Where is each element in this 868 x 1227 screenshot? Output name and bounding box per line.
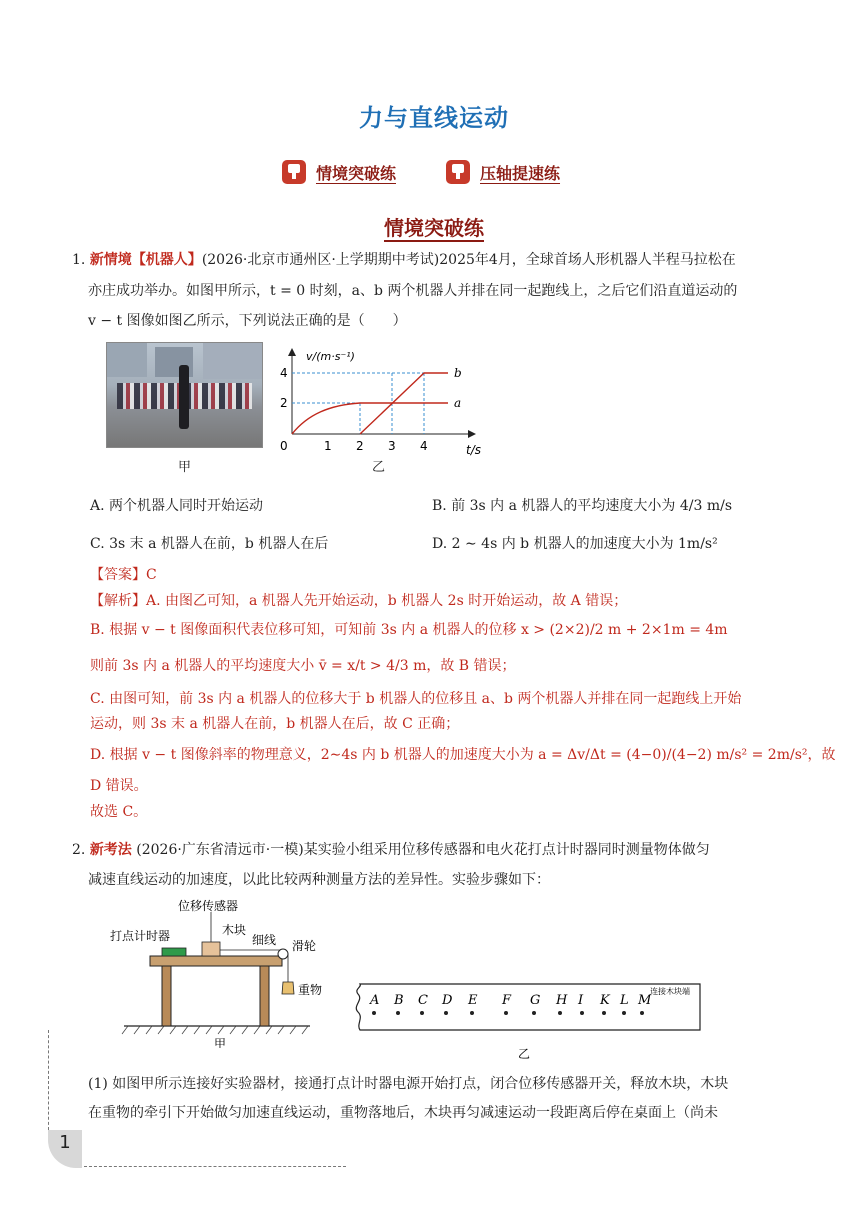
tape-end-note: 连接木块端 xyxy=(650,987,690,996)
tape-dot xyxy=(580,1011,584,1015)
analysis-line: 【解析】A. 由图乙可知，a 机器人先开始运动，b 机器人 2s 时开始运动，故 A 错误； xyxy=(90,593,628,609)
tape-letter-I: I xyxy=(578,993,584,1008)
figure-yi-caption: 乙 xyxy=(518,1047,531,1061)
figure-jia-caption: 甲 xyxy=(214,1037,227,1048)
tape-letter-K: K xyxy=(600,993,610,1008)
tape-letter-G: G xyxy=(530,993,541,1008)
tape-dot xyxy=(602,1011,606,1015)
analysis-line: B. 根据 v − t 图像面积代表位移可知，可知前 3s 内 a 机器人的位移 x > (2×2)/2 m + 2×1m = 4m xyxy=(90,622,728,638)
tape-dot xyxy=(504,1011,508,1015)
hanging-weight xyxy=(282,982,294,994)
y-axis-label: v/(m·s⁻¹) xyxy=(306,350,355,363)
y-tick-2: 2 xyxy=(280,396,288,410)
tape-letter-M: M xyxy=(638,993,652,1008)
step1-line2: 在重物的牵引下开始做匀加速直线运动，重物落地后，木块再匀减速运动一段距离后停在桌面上（尚未 xyxy=(88,1105,718,1121)
question-tag: 新考法 xyxy=(89,842,132,858)
y-tick-4: 4 xyxy=(280,366,288,380)
tape-dot xyxy=(396,1011,400,1015)
label-string: 细线 xyxy=(252,933,277,947)
question-tag: 新情境 xyxy=(89,252,132,268)
analysis-line: 故选 C。 xyxy=(90,804,148,820)
x-tick-2: 2 xyxy=(356,439,364,453)
tab-final-speed-practice[interactable] xyxy=(446,160,586,184)
x-axis-label: t/s xyxy=(466,443,481,457)
tape-letter-D: D xyxy=(442,993,453,1008)
x-tick-1: 1 xyxy=(324,439,332,453)
q2-line1 xyxy=(72,840,710,860)
series-a-line xyxy=(292,403,448,434)
analysis-line: C. 由图可知，前 3s 内 a 机器人的位移大于 b 机器人的位移且 a、b 两个机器人并排在同一起跑线上开始 xyxy=(90,691,742,707)
tape-letter-B: B xyxy=(394,993,404,1008)
tape-dot xyxy=(420,1011,424,1015)
label-timer: 打点计时器 xyxy=(110,929,171,943)
figure-yi-caption: 乙 xyxy=(372,460,386,475)
page-number: 1 xyxy=(59,1132,71,1153)
question-number: 2. xyxy=(72,842,86,858)
tape-dot xyxy=(640,1011,644,1015)
label-sensor: 位移传感器 xyxy=(178,899,239,913)
q1-stem-line2: 亦庄成功举办。如图甲所示，t = 0 时刻，a、b 两个机器人并排在同一起跑线上，之后它们沿直道运动的 xyxy=(88,283,738,299)
timer-device xyxy=(162,948,186,956)
answer: 【答案】C xyxy=(90,567,157,583)
page-title: 力与直线运动 xyxy=(359,104,509,132)
label-block: 木块 xyxy=(222,923,247,937)
section-title: 情境突破练 xyxy=(384,216,484,240)
label-pulley: 滑轮 xyxy=(292,939,317,953)
paper-tape-diagram xyxy=(352,980,704,1062)
footer-dashed-vertical xyxy=(48,1030,49,1130)
tab-situation-practice[interactable] xyxy=(282,160,422,184)
tab-label: 压轴提速练 xyxy=(480,163,561,183)
figure-jia-caption: 甲 xyxy=(178,460,192,475)
analysis-line: 则前 3s 内 a 机器人的平均速度大小 v̄ = x/t > 4/3 m，故 B 错误； xyxy=(90,658,516,674)
q1-stem-line1: (2026·北京市通州区·上学期期中考试)2025年4月，全球首场人形机器人半程马拉松在 xyxy=(201,252,736,268)
analysis-line: 运动，则 3s 末 a 机器人在前，b 机器人在后，故 C 正确； xyxy=(90,716,460,732)
q1-stem-line3: v − t 图像如图乙所示，下列说法正确的是（ ） xyxy=(88,313,407,329)
series-a-label: a xyxy=(454,396,462,410)
question-number: 1. xyxy=(72,252,86,268)
option-d[interactable]: D. 2 ∼ 4s 内 b 机器人的加速度大小为 1m/s² xyxy=(432,536,718,552)
q1-line1 xyxy=(72,250,736,270)
analysis-line: D 错误。 xyxy=(90,778,148,794)
origin-label: 0 xyxy=(280,439,288,453)
apparatus-diagram xyxy=(110,898,340,1048)
pulley xyxy=(278,949,288,959)
tape-dot xyxy=(470,1011,474,1015)
analysis-line: D. 根据 v − t 图像斜率的物理意义，2∼4s 内 b 机器人的加速度大小为 a = Δv/Δt = (4−0)/(4−2) m/s² = 2m/s²，故 xyxy=(90,747,836,763)
tape-letter-L: L xyxy=(620,993,629,1008)
q2-stem-line2: 减速直线运动的加速度，以此比较两种测量方法的差异性。实验步骤如下： xyxy=(88,872,550,888)
x-tick-3: 3 xyxy=(388,439,396,453)
tape-dot xyxy=(532,1011,536,1015)
tape-letter-A: A xyxy=(370,993,380,1008)
tape-letter-H: H xyxy=(556,993,568,1008)
tape-dot xyxy=(622,1011,626,1015)
footer-dashed-horizontal xyxy=(84,1166,346,1167)
robot-figure xyxy=(179,365,189,429)
step1-line1: (1) 如图甲所示连接好实验器材，接通打点计时器电源开始打点，闭合位移传感器开关，释放木块，木块 xyxy=(88,1076,729,1092)
tab-label: 情境突破练 xyxy=(315,163,396,183)
x-tick-4: 4 xyxy=(420,439,428,453)
q2-stem-line1: (2026·广东省清远市·一模)某实验小组采用位移传感器和电火花打点计时器同时测量物体做匀 xyxy=(136,842,710,858)
tape-dot xyxy=(444,1011,448,1015)
monitor-icon xyxy=(282,160,306,184)
tape-dot xyxy=(372,1011,376,1015)
wood-block xyxy=(202,942,220,956)
tab-bar xyxy=(0,160,868,184)
tape-dot xyxy=(558,1011,562,1015)
option-c[interactable]: C. 3s 末 a 机器人在前，b 机器人在后 xyxy=(90,536,329,552)
question-tag-robot: 【机器人】 xyxy=(131,252,202,268)
tape-letter-F: F xyxy=(502,993,512,1008)
tape-letter-E: E xyxy=(468,993,478,1008)
label-weight: 重物 xyxy=(298,983,323,997)
series-b-label: b xyxy=(454,366,462,380)
tape-letter-C: C xyxy=(418,993,428,1008)
option-a[interactable]: A. 两个机器人同时开始运动 xyxy=(90,498,264,514)
monitor-icon xyxy=(446,160,470,184)
velocity-time-graph xyxy=(278,344,488,468)
option-b[interactable]: B. 前 3s 内 a 机器人的平均速度大小为 4/3 m/s xyxy=(432,498,733,514)
robot-marathon-photo xyxy=(106,342,263,448)
